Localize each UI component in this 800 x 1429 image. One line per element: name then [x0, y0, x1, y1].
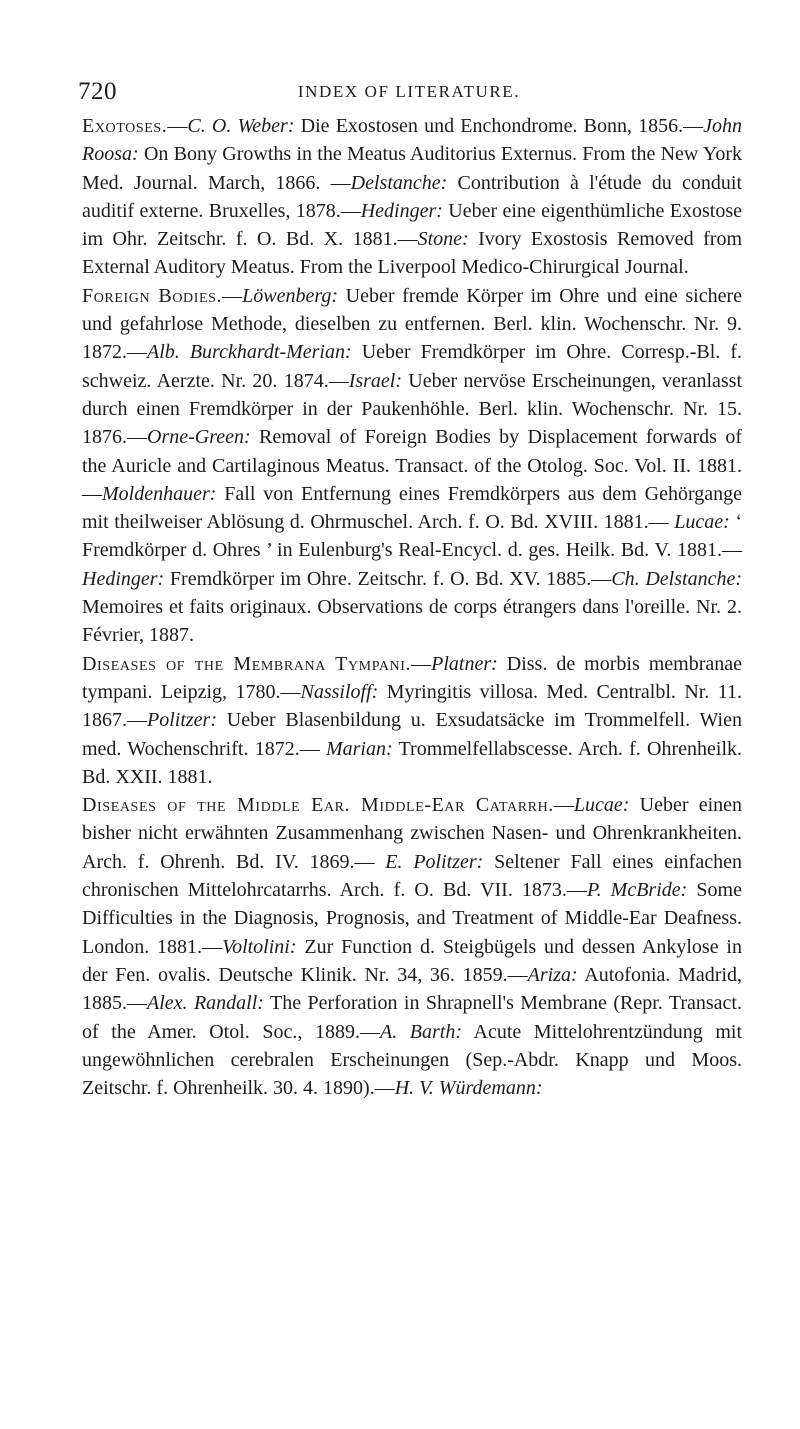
- entry-exotoses: [82, 112, 742, 282]
- citation-text: Fall von Entfernung eines Fremdkörpers aus dem Gehörgange mit theilweiser Ablösung d. Ohrmuschel. Arch. f. O. Bd. XVIII. 1881.—: [82, 482, 742, 534]
- author-name: John Roosa:: [82, 115, 742, 166]
- citation-text: Ueber Blasenbildung u. Exsudatsäcke im Trommelfell. Wien med. Wochenschrift. 1872.—: [82, 709, 742, 760]
- author-name: Lucae:: [573, 794, 630, 817]
- citation-text: —: [167, 115, 188, 137]
- citation-text: On Bony Growths in the Meatus Auditorius Externus. From the New York Med. Journal. March, 1866. —: [82, 143, 742, 194]
- author-name: P. McBride:: [586, 879, 688, 902]
- author-name: A. Barth:: [379, 1020, 463, 1043]
- citation-text: Diss. de morbis membranae tympani. Leipzig, 1780.—: [82, 652, 742, 703]
- citation-text: Ueber fremde Körper im Ohre und eine sichere und gefahrlose Methode, dieselben zu entfernen. Berl. klin. Wochenschr. Nr. 9. 1872.—: [82, 284, 742, 364]
- author-name: Israel:: [348, 369, 403, 392]
- entry-membrana-tympani: [82, 650, 742, 791]
- author-name: Delstanche:: [350, 171, 448, 194]
- author-name: Löwenberg:: [242, 284, 339, 307]
- citation-text: Some Difficulties in the Diagnosis, Prognosis, and Treatment of Middle-Ear Deafness. London. 1881.—: [82, 879, 742, 958]
- entry-heading: Foreign Bodies.: [82, 284, 223, 307]
- entry-text: [82, 285, 742, 647]
- running-title: INDEX OF LITERATURE.: [297, 82, 521, 101]
- citation-text: Die Exostosen und Enchondrome. Bonn, 1856.—: [294, 115, 704, 137]
- citation-text: Autofonia. Madrid, 1885.—: [82, 963, 742, 1015]
- author-name: Orne-Green:: [147, 426, 251, 449]
- entry-text: [82, 794, 742, 1099]
- citation-text: Seltener Fall eines einfachen chronischen Mittelohrcatarrhs. Arch. f. O. Bd. VII. 1873.—: [82, 850, 742, 902]
- author-name: Hedinger:: [82, 567, 165, 590]
- author-name: Voltolini:: [222, 935, 297, 958]
- author-name: Nassiloff:: [300, 680, 379, 703]
- author-name: Marian:: [325, 737, 393, 760]
- author-name: Lucae:: [674, 511, 730, 534]
- citation-text: Removal of Foreign Bodies by Displacement forwards of the Auricle and Cartilaginous Meatus. Transact. of the Otolog. Soc. Vol. II. 1881.—: [82, 426, 742, 505]
- entry-heading: Diseases of the Middle Ear. Middle-Ear Catarrh.: [82, 794, 554, 817]
- entry-heading: Exotoses.: [82, 115, 168, 137]
- citation-text: Ueber einen bisher nicht erwähnten Zusammenhang zwischen Nasen- und Ohrenkrankheiten. Arch. f. Ohrenh. Bd. IV. 1869.—: [82, 794, 743, 873]
- citation-text: Fremdkörper im Ohre. Zeitschr. f. O. Bd. XV. 1885.—: [164, 567, 612, 590]
- page-number: 720: [78, 78, 117, 105]
- citation-text: Ivory Exostosis Removed from External Auditory Meatus. From the Liverpool Medico-Chirurgical Journal.: [82, 228, 742, 279]
- citation-text: Contribution à l'étude du conduit auditif externe. Bruxelles, 1878.—: [82, 171, 742, 222]
- entry-middle-ear: [82, 791, 742, 1102]
- author-name: Alex. Randall:: [147, 992, 264, 1015]
- author-name: Moldenhauer:: [102, 482, 217, 505]
- citation-text: Acute Mittelohrentzündung mit ungewöhnlichen cerebralen Erscheinungen (Sep.-Abdr. Knapp und Moos. Zeitschr. f. Ohrenheilk. 30. 4. 1890).—: [82, 1020, 743, 1100]
- entry-heading: Diseases of the Membrana Tympani.: [82, 652, 412, 675]
- citation-text: Ueber nervöse Erscheinungen, veranlasst durch einen Fremdkörper in der Paukenhöhle. Berl. klin. Wochenschr. Nr. 15. 1876.—: [82, 369, 742, 449]
- author-name: C. O. Weber:: [187, 115, 295, 137]
- citation-text: ‘ Fremdkörper d. Ohres ’ in Eulenburg's Real-Encycl. d. ges. Heilk. Bd. V. 1881.—: [82, 511, 742, 562]
- index-body: [82, 112, 742, 1102]
- author-name: Ariza:: [527, 963, 578, 986]
- author-name: Platner:: [431, 652, 498, 675]
- author-name: H. V. Würdemann:: [394, 1077, 543, 1100]
- entry-text: [82, 115, 742, 278]
- author-name: Stone:: [417, 228, 469, 251]
- entry-foreign-bodies: [82, 282, 742, 650]
- page-header: [78, 78, 740, 104]
- citation-text: Memoires et faits originaux. Observations de corps étrangers dans l'oreille. Nr. 2. Février, 1887.: [82, 596, 742, 647]
- citation-text: —: [553, 794, 574, 817]
- citation-text: Trommelfellabscesse. Arch. f. Ohrenheilk. Bd. XXII. 1881.: [82, 737, 742, 788]
- author-name: Ch. Delstanche:: [611, 567, 742, 590]
- citation-text: Myringitis villosa. Med. Centralbl. Nr. 11. 1867.—: [82, 680, 742, 732]
- citation-text: The Perforation in Shrapnell's Membrane (Repr. Transact. of the Amer. Otol. Soc., 1889.—: [82, 992, 742, 1043]
- author-name: Hedinger:: [360, 199, 443, 222]
- citation-text: Ueber eine eigenthümliche Exostose im Ohr. Zeitschr. f. O. Bd. X. 1881.—: [82, 199, 742, 251]
- author-name: Politzer:: [147, 709, 217, 732]
- author-name: Alb. Burckhardt-Merian:: [147, 341, 352, 364]
- citation-text: Ueber Fremdkörper im Ohre. Corresp.-Bl. f. schweiz. Aerzte. Nr. 20. 1874.—: [82, 341, 742, 392]
- citation-text: —: [411, 652, 432, 675]
- citation-text: Zur Function d. Steigbügels und dessen Ankylose in der Fen. ovalis. Deutsche Klinik. Nr. 34, 36. 1859.—: [82, 935, 742, 986]
- citation-text: —: [222, 284, 243, 307]
- author-name: E. Politzer:: [385, 850, 484, 873]
